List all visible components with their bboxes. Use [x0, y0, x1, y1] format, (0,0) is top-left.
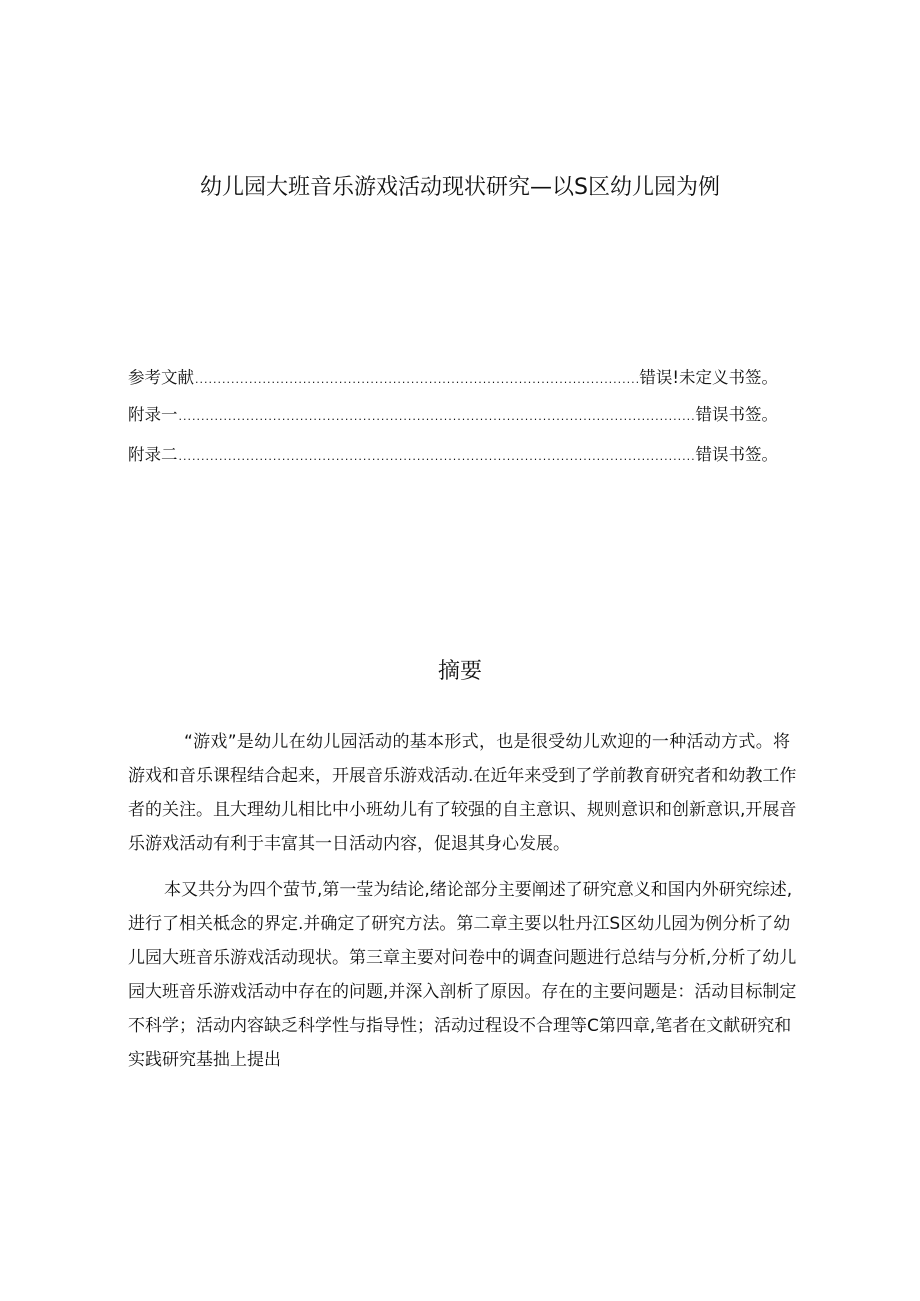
abstract-line: 儿园大班音乐游戏活动现状。第三章主要对问卷中的调查问题进行总结与分析,分析了幼儿	[128, 948, 797, 968]
abstract-line: 园大班音乐游戏活动中存在的问题,并深入剖析了原因。存在的主要问题是：活动目标制定	[128, 982, 797, 1002]
toc-page: 错误书签。	[695, 445, 778, 464]
toc-label: 附录二	[128, 445, 178, 464]
abstract-line: 本又共分为四个萤节,第一莹为结论,绪论部分主要阐述了研究意义和国内外研究综述,	[164, 880, 793, 900]
toc-leader-dots	[179, 445, 695, 464]
abstract-heading: 摘要	[437, 659, 482, 684]
abstract-line: 者的关注。且大理幼儿相比中小班幼儿有了较强的自主意识、规则意识和创新意识,开展音	[128, 800, 797, 820]
abstract-line: 不科学；活动内容缺乏科学性与指导性；活动过程设不合理等C第四章,笔者在文献研究和	[128, 1016, 792, 1036]
abstract-line: 进行了相关柢念的界定.并确定了研究方法。第二章主要以牡丹江S区幼儿园为例分析了幼	[128, 914, 791, 934]
abstract-line: “游戏”是幼儿在幼儿园活动的基本形式，也是很受幼儿欢迎的一种活动方式。将	[184, 732, 790, 752]
toc-page: 错误!未定义书签。	[639, 368, 778, 387]
abstract-line: 乐游戏活动有利于丰富其一日活动内容，促退其身心发展。	[128, 834, 570, 854]
toc-entry-appendix-1[interactable]	[128, 401, 778, 425]
document-title: 幼儿园大班音乐游戏活动现状研究—以S区幼儿园为例	[200, 175, 720, 200]
abstract-line: 实践研究基拙上提出	[128, 1050, 281, 1070]
toc-entry-references[interactable]	[128, 364, 778, 388]
toc-entry-appendix-2[interactable]	[128, 441, 778, 465]
toc-leader-dots	[195, 368, 638, 387]
toc-leader-dots	[179, 405, 695, 424]
toc-label: 附录一	[128, 405, 178, 424]
toc-label: 参考文献	[128, 368, 194, 387]
abstract-line: 游戏和音乐课程结合起来，开展音乐游戏活动.在近年来受到了学前教育研究者和幼教工作	[128, 766, 797, 786]
toc-page: 错误书签。	[695, 405, 778, 424]
